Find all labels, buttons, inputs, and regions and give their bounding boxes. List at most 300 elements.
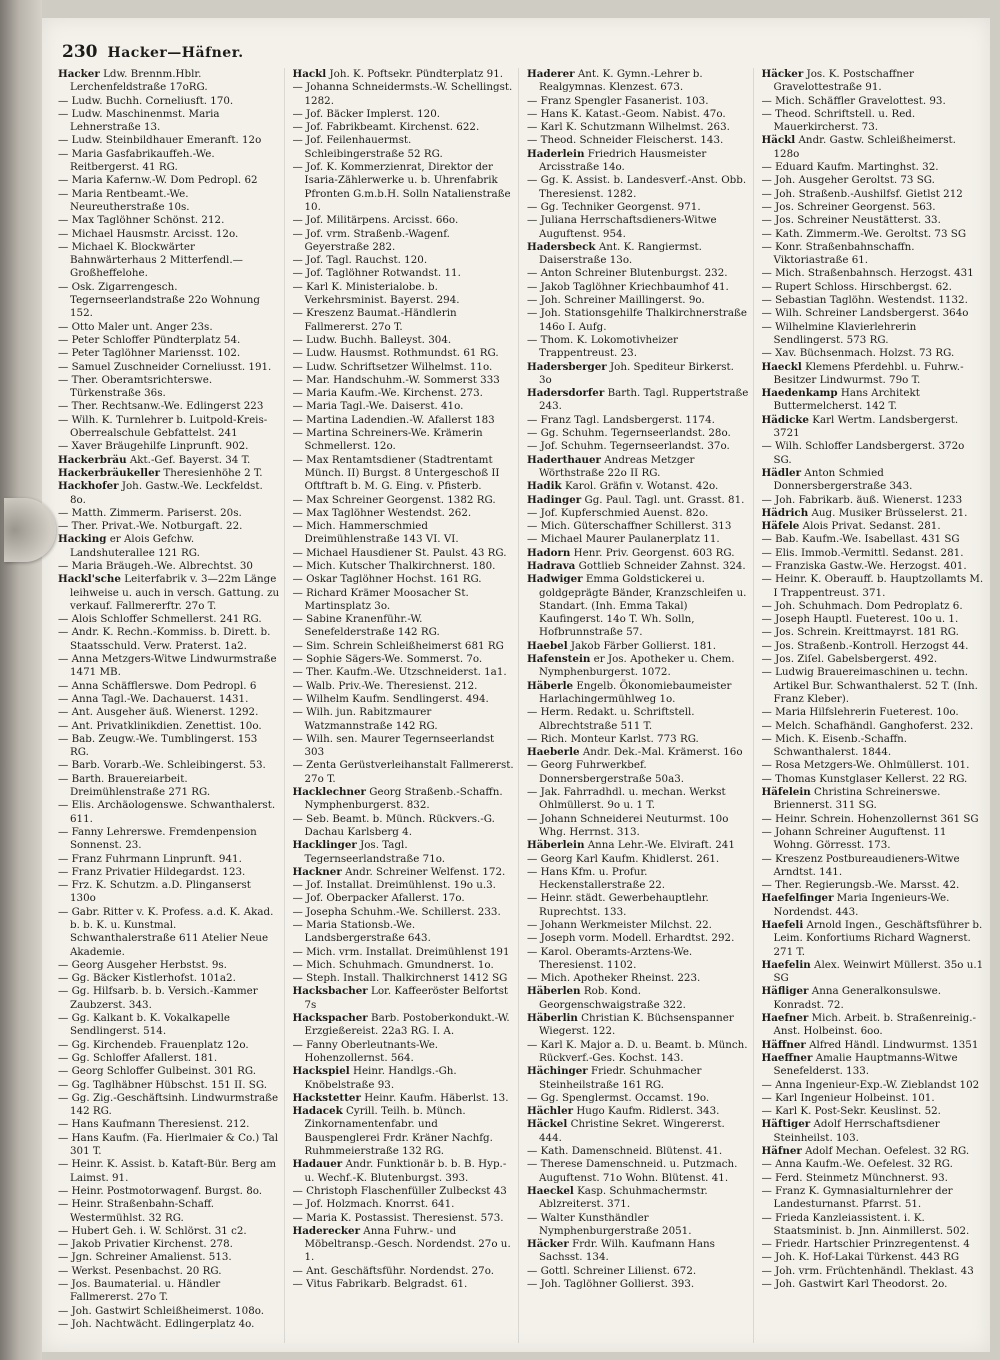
entry-text: Andreas Metzger Wörthstraße 22o II RG.: [539, 453, 695, 479]
directory-entry: [293, 387, 515, 400]
directory-entry: [58, 95, 280, 108]
directory-entry: [58, 972, 280, 985]
entry-surname: Hadwiger: [527, 573, 583, 586]
entry-text: Karl Ingenieur Holbeinst. 101.: [775, 1091, 935, 1104]
entry-text: Frieda Kanzleiassistent. i. K. Staatsminist. b. Jnn. Ainmillerst. 502.: [773, 1211, 970, 1237]
directory-entry: [58, 241, 280, 281]
directory-entry: [58, 68, 280, 95]
directory-entry: [527, 1278, 749, 1291]
directory-entry: [58, 1238, 280, 1251]
entry-text: Theod. Schriftstell. u. Red. Mauerkircherst. 73.: [773, 107, 916, 134]
directory-entry: [527, 68, 749, 95]
entry-text: Hans K. Katast.-Geom. Nabist. 47o.: [540, 107, 726, 120]
directory-entry: [762, 174, 985, 187]
entry-text: Johann Werkmeister Milchst. 22.: [540, 919, 712, 931]
entry-text: Kreszenz Baumat.-Händlerin Fallmererst. 27o T.: [304, 307, 457, 333]
directory-entry: [58, 1158, 280, 1185]
entry-text: Mich. vrm. Installat. Dreimühlenst 191: [306, 945, 510, 958]
entry-surname: Häckl: [761, 134, 796, 147]
entry-text: Theresienhöhe 2 T.: [163, 466, 263, 479]
entry-text: Maria Kafernw.-W. Dom Pedropl. 62: [71, 174, 258, 187]
directory-entry: [762, 228, 985, 241]
directory-entry: [58, 1318, 280, 1331]
entry-text: Jof. Fabrikbeamt. Kirchenst. 622.: [306, 121, 480, 134]
directory-entry: [762, 573, 985, 600]
entry-surname: Hadinger: [527, 493, 582, 506]
directory-entry: [527, 547, 749, 560]
directory-entry: [762, 201, 985, 214]
directory-entry: [762, 1092, 985, 1105]
entry-text: Joh. vrm. Früchtenhändl. Theklast. 43: [775, 1264, 974, 1277]
directory-entry: [762, 108, 985, 135]
entry-surname: Hächler: [527, 1105, 574, 1118]
directory-entry: [527, 1065, 749, 1092]
entry-text: Elis. Archäologenswe. Schwanthalerst. 611.: [70, 799, 276, 825]
entry-text: Michael Hausmstr. Arcisst. 12o.: [71, 227, 239, 240]
directory-entry: [527, 1158, 749, 1185]
directory-entry: [527, 108, 749, 121]
entry-surname: Haefeli: [761, 919, 804, 931]
directory-entry: [762, 440, 985, 467]
directory-entry: [58, 467, 280, 480]
entry-text: Rosa Metzgers-We. Ohlmüllerst. 101.: [775, 759, 970, 772]
entry-text: Eduard Kaufm. Martinghst. 32.: [775, 161, 939, 174]
entry-surname: Hackstetter: [292, 1091, 361, 1104]
entry-text: Jakob Färber Gollierst. 181.: [570, 639, 717, 652]
directory-entry: [527, 267, 749, 280]
entry-text: Ant. K. Gymn.-Lehrer b. Realgymnas. Klenzest. 673.: [539, 68, 703, 94]
directory-entry: [293, 414, 515, 427]
directory-entry: [58, 414, 280, 441]
entry-surname: Häfelein: [761, 786, 811, 799]
entry-text: Andr. K. Rechn.-Kommiss. b. Dirett. b. Staatsschuld. Verw. Praterst. 1a2.: [70, 626, 271, 652]
directory-entry: [527, 866, 749, 893]
directory-entry: [762, 161, 985, 174]
directory-entry: [527, 414, 749, 427]
directory-entry: [762, 1145, 985, 1158]
directory-entry: [762, 1172, 985, 1185]
entry-surname: Haderthauer: [527, 453, 601, 466]
directory-entry: [527, 454, 749, 481]
entry-text: Gg. Kalkant b. K. Vokalkapelle Sendlingerst. 514.: [70, 1012, 230, 1038]
entry-surname: Hädicke: [761, 413, 809, 426]
entry-text: Anna Lehr.-We. Elviraft. 241: [587, 839, 735, 852]
entry-text: Ferd. Steinmetz Münchnerst. 93.: [775, 1171, 948, 1184]
directory-entry: [527, 985, 749, 1012]
directory-entry: [762, 507, 985, 520]
entry-text: Christian K. Büchsenspanner Wiegerst. 122.: [539, 1012, 734, 1038]
entry-text: Jos. K. Postschaffner Gravelottestraße 91.: [773, 68, 914, 94]
entry-text: Franz Fuhrmann Linprunft. 941.: [71, 852, 242, 865]
directory-entry: [762, 1052, 985, 1079]
entry-text: Joh. Spediteur Birkerst. 3o: [539, 360, 734, 386]
directory-entry: [527, 746, 749, 759]
entry-text: Ludw. Maschinenmst. Maria Lehnerstraße 13.: [70, 107, 220, 134]
directory-entry: [293, 161, 515, 214]
entry-text: Barb. Postoberkondukt.-W. Erzgießereist. 22a3 RG. I. A.: [304, 1012, 510, 1038]
directory-entry: [293, 1185, 515, 1198]
entry-text: Barth. Brauereiarbeit. Dreimühlenstraße 271 RG.: [70, 772, 211, 799]
entry-surname: Hädrich: [761, 506, 809, 519]
directory-entry: [527, 281, 749, 294]
entry-surname: Häfner: [761, 1145, 802, 1158]
entry-surname: Häfele: [761, 520, 800, 533]
directory-entry: [762, 786, 985, 813]
entry-text: Jof. Kupferschmied Auenst. 82o.: [540, 506, 709, 519]
directory-entry: [762, 959, 985, 986]
directory-entry: [293, 733, 515, 760]
directory-entry: [762, 1265, 985, 1278]
entry-text: Adolf Herrschaftsdiener Steinheilst. 103.: [773, 1118, 940, 1144]
directory-entry: [58, 626, 280, 653]
entry-text: Jos. Straßenb.-Kontroll. Herzogst 44.: [775, 639, 969, 652]
directory-entry: [762, 1278, 985, 1291]
entry-surname: Hackspiel: [292, 1065, 350, 1078]
directory-entry: [293, 879, 515, 892]
directory-entry: [762, 759, 985, 772]
entry-text: Cyrill. Teilh. b. Münch. Zinkornamentenfabr. und Bauspenglerei Frdr. Kräner Nachfg. Ruhmmeierstraße 132 RG.: [304, 1105, 493, 1158]
entry-text: Wilhelmine Klavierlehrerin Sendlingerst. 573 RG.: [773, 320, 917, 346]
directory-entry: [293, 919, 515, 946]
directory-entry: [527, 427, 749, 440]
directory-entry: [293, 1039, 515, 1066]
directory-entry: [293, 786, 515, 813]
directory-entry: [762, 919, 985, 959]
entry-text: Sebastian Taglöhn. Westendst. 1132.: [775, 294, 968, 307]
directory-entry: [58, 879, 280, 906]
entry-text: Wilh. sen. Maurer Tegernseerlandst 303: [304, 732, 495, 759]
entry-text: Jgn. Schreiner Amalienst. 513.: [71, 1251, 232, 1264]
directory-entry: [293, 347, 515, 360]
directory-entry: [762, 1118, 985, 1145]
directory-entry: [762, 387, 985, 414]
entry-text: Heinr. K. Assist. b. Kataft-Bür. Berg am Laimst. 91.: [70, 1158, 276, 1184]
directory-entry: [58, 148, 280, 175]
directory-entry: [762, 214, 985, 227]
entry-text: Thomas Kunstglaser Kellerst. 22 RG.: [775, 772, 968, 785]
directory-entry: [58, 334, 280, 347]
entry-surname: Hacking: [58, 533, 107, 546]
page-range-title: Hacker—Häfner.: [107, 45, 244, 61]
directory-entry: [762, 1185, 985, 1212]
entry-surname: Hadersbeck: [527, 240, 596, 253]
directory-entry: [527, 972, 749, 985]
entry-text: Anton Schmied Donnersbergerstraße 343.: [773, 466, 913, 493]
directory-entry: [762, 773, 985, 786]
entry-text: Heinr. Straßenbahn-Schaff. Westermühlst. 32 RG.: [70, 1198, 215, 1224]
entry-text: Karl Wertm. Landsbergerst. 3721: [773, 413, 959, 440]
directory-entry: [527, 507, 749, 520]
directory-entry: [293, 946, 515, 959]
directory-entry: [527, 533, 749, 546]
directory-entry: [58, 361, 280, 374]
directory-entry: [58, 706, 280, 719]
entry-surname: Hadersdorfer: [527, 387, 605, 400]
directory-entry: [58, 174, 280, 187]
entry-text: Maria Hilfslehrerin Fueterest. 10o.: [775, 706, 959, 719]
entry-text: Christina Schreinerswe. Briennerst. 311 SG.: [773, 786, 941, 812]
directory-entry: [762, 267, 985, 280]
directory-entry: [58, 1225, 280, 1238]
directory-entry: [762, 853, 985, 880]
entry-text: Gg. K. Assist. b. Landesverf.-Anst. Obb. Theresienst. 1282.: [539, 174, 747, 200]
directory-entry: [293, 334, 515, 347]
entry-text: Anna Ingenieur-Exp.-W. Zieblandst 102: [775, 1078, 980, 1091]
entry-text: Barb. Vorarb.-We. Schleibingerst. 53.: [71, 759, 266, 772]
directory-entry: [762, 494, 985, 507]
page-header: [62, 42, 244, 68]
directory-entry: [293, 228, 515, 255]
entry-text: Heinr. städt. Gewerbehauptlehr. Ruprechtst. 133.: [539, 892, 709, 918]
entry-text: Frz. K. Schutzm. a.D. Plinganserst 130o: [70, 879, 251, 905]
directory-entry: [527, 786, 749, 813]
directory-entry: [527, 387, 749, 414]
entry-text: Max Taglöhner Westendst. 262.: [306, 506, 472, 519]
entry-text: Klemens Pferdehbl. u. Fuhrw.-Besitzer Lindwurmst. 79o T.: [773, 360, 964, 386]
entry-text: Thom. K. Lokomotivheizer Trappentreust. 23.: [539, 333, 678, 360]
entry-text: Melch. Schafhändl. Ganghoferst. 232.: [775, 719, 974, 732]
entry-text: Joh. Schuhmach. Dom Pedroplatz 6.: [775, 599, 963, 612]
entry-text: Friedr. Schuhmacher Steinheilstraße 161 RG.: [539, 1065, 702, 1091]
directory-entry: [58, 1118, 280, 1131]
entry-surname: Haefelfinger: [761, 892, 834, 905]
directory-entry: [762, 1039, 985, 1052]
directory-entry: [58, 680, 280, 693]
entry-text: Ther. Kaufm.-We. Utzschneiderst. 1a1.: [306, 666, 507, 679]
directory-entry: [527, 307, 749, 334]
directory-entry: [58, 826, 280, 853]
directory-entry: [527, 1265, 749, 1278]
directory-entry: [58, 853, 280, 866]
directory-entry: [762, 188, 985, 201]
entry-text: Matth. Zimmerm. Pariserst. 20s.: [71, 506, 242, 519]
directory-entry: [293, 374, 515, 387]
directory-entry: [527, 1092, 749, 1105]
entry-surname: Hackl: [292, 68, 327, 80]
directory-entry: [293, 985, 515, 1012]
entry-text: Samuel Zuschneider Corneliusst. 191.: [71, 360, 272, 373]
directory-entry: [293, 1012, 515, 1039]
entry-text: Ant. Privatklinikdien. Zenettist. 10o.: [71, 719, 262, 732]
entry-surname: Hadacek: [292, 1105, 343, 1118]
entry-text: Oskar Taglöhner Hochst. 161 RG.: [306, 573, 482, 586]
entry-text: Gg. Hilfsarb. b. b. Versich.-Kammer Zaubzerst. 343.: [70, 985, 258, 1011]
directory-entry: [293, 494, 515, 507]
directory-entry: [762, 414, 985, 441]
entry-text: Mich. Schäffler Gravelottest. 93.: [775, 94, 946, 107]
entry-surname: Hadik: [527, 480, 562, 493]
entry-text: Mich. Straßenbahnsch. Herzogst. 431: [775, 267, 974, 280]
directory-entry: [58, 613, 280, 626]
entry-text: Amalie Hauptmanns-Witwe Senefelderst. 133.: [773, 1051, 958, 1078]
directory-entry: [762, 879, 985, 892]
directory-entry: [58, 507, 280, 520]
directory-entry: [293, 1105, 515, 1158]
entry-text: Hans Kaufmann Theresienst. 212.: [71, 1118, 250, 1131]
entry-text: Heinr. Handlgs.-Gh. Knöbelstraße 93.: [304, 1065, 457, 1091]
entry-surname: Hackerbräukeller: [58, 466, 161, 479]
entry-text: Maria Ingenieurs-We. Nordendst. 443.: [773, 892, 950, 918]
directory-entry: [762, 1212, 985, 1239]
entry-surname: Hädler: [761, 466, 801, 479]
entry-text: Michael Maurer Paulanerplatz 11.: [540, 533, 720, 546]
entry-text: Seb. Beamt. b. Münch. Rückvers.-G. Dachau Karlsberg 4.: [304, 812, 495, 838]
directory-entry: [762, 640, 985, 653]
directory-entry: [58, 1079, 280, 1092]
directory-entry: [527, 1185, 749, 1212]
entry-text: Christoph Flaschenfüller Zulbeckst 43: [306, 1184, 507, 1197]
directory-entry: [293, 839, 515, 866]
directory-entry: [527, 946, 749, 973]
entry-text: Joh. Taglöhner Gollierst. 393.: [540, 1278, 695, 1291]
entry-surname: Haeberle: [527, 746, 580, 759]
directory-entry: [527, 573, 749, 639]
entry-surname: Hackner: [292, 865, 342, 878]
entry-text: Maria Bräugeh.-We. Albrechtst. 30: [71, 559, 253, 572]
entry-text: Fanny Oberleutnants-We. Hohenzollernst. 564.: [304, 1038, 439, 1064]
directory-entry: [58, 560, 280, 573]
entry-text: Ludw. Hausmst. Rothmundst. 61 RG.: [306, 347, 499, 360]
directory-entry: [762, 134, 985, 161]
entry-surname: Haebel: [527, 639, 568, 652]
directory-entry: [58, 228, 280, 241]
entry-text: Hugo Kaufm. Ridlerst. 343.: [576, 1105, 720, 1118]
directory-entry: [527, 201, 749, 214]
entry-text: er Jos. Apotheker u. Chem. Nymphenburgerst. 1072.: [539, 653, 735, 679]
directory-entry: [293, 507, 515, 520]
directory-entry: [527, 759, 749, 786]
directory-entry: [762, 361, 985, 388]
entry-surname: Haeffner: [761, 1051, 813, 1064]
page-number: 230: [62, 42, 98, 62]
entry-surname: Häberlen: [527, 985, 581, 998]
entry-text: Gg. Zig.-Geschäftsinh. Lindwurmstraße 142 RG.: [70, 1091, 279, 1118]
entry-text: Friedrich Hausmeister Arcisstraße 14o.: [539, 147, 707, 174]
entry-surname: Hächinger: [527, 1065, 588, 1078]
entry-text: Ther. Regierungsb.-We. Marsst. 42.: [775, 879, 960, 892]
directory-entry: [293, 427, 515, 454]
directory-entry: [58, 693, 280, 706]
entry-surname: Hadauer: [292, 1158, 343, 1171]
directory-entry: [293, 281, 515, 308]
entry-text: Heinr. K. Oberauff. b. Hauptzollamts M. I Trappentreust. 371.: [773, 573, 984, 599]
entry-text: Jof. Feilenhauermst. Schleibingerstraße 52 RG.: [304, 134, 443, 160]
directory-entry: [762, 626, 985, 639]
directory-column-1: [58, 68, 285, 1343]
entry-text: Xav. Büchsenmach. Holzst. 73 RG.: [775, 347, 955, 360]
directory-entry: [293, 560, 515, 573]
entry-text: Theod. Schneider Fleischerst. 143.: [540, 134, 724, 147]
entry-text: Joh. Straßenb.-Aushilfsf. Gietlst 212: [775, 187, 963, 200]
entry-text: Mich. Güterschaffner Schillerst. 313: [540, 520, 732, 533]
entry-text: Herm. Redakt. u. Schriftstell. Albrechtstraße 511 T.: [539, 706, 695, 732]
entry-text: Werkst. Pesenbachst. 20 RG.: [71, 1264, 222, 1277]
directory-entry: [762, 281, 985, 294]
entry-text: Martina Schreiners-We. Krämerin Schmellerst. 12o.: [304, 427, 483, 453]
directory-entry: [293, 959, 515, 972]
entry-text: Bab. Kaufm.-We. Isabellast. 431 SG: [775, 533, 960, 546]
entry-text: Steph. Install. Thalkirchnerst 1412 SG: [306, 972, 508, 985]
entry-surname: Häckel: [527, 1118, 568, 1131]
directory-entry: [762, 1079, 985, 1092]
entry-text: Sim. Schrein Schleißheimerst 681 RG: [306, 639, 504, 652]
directory-entry: [293, 1225, 515, 1265]
entry-text: Mich. Hammerschmied Dreimühlenstraße 143 VI. VI.: [304, 520, 459, 546]
directory-entry: [58, 520, 280, 533]
entry-text: Gg. Spenglermst. Occamst. 19o.: [540, 1091, 710, 1104]
entry-text: Adolf Mechan. Oefelest. 32 RG.: [805, 1145, 970, 1158]
directory-entry: [293, 1265, 515, 1278]
directory-entry: [527, 1212, 749, 1239]
entry-text: Joh. Gastwirt Karl Theodorst. 2o.: [775, 1278, 948, 1291]
entry-text: Anna Schäfflerswe. Dom Pedropl. 6: [71, 679, 257, 692]
entry-text: Joh. Ausgeher Geroltst. 73 SG.: [775, 174, 935, 187]
entry-text: Michael Hausdiener St. Paulst. 43 RG.: [306, 546, 507, 559]
directory-entry: [527, 653, 749, 680]
directory-entry: [762, 241, 985, 268]
directory-entry: [527, 174, 749, 201]
entry-text: Frdr. Wilh. Kaufmann Hans Sachsst. 134.: [539, 1238, 715, 1264]
directory-entry: [293, 134, 515, 161]
entry-surname: Hackhofer: [58, 480, 119, 493]
entry-surname: Haefner: [761, 1012, 809, 1025]
directory-entry: [58, 959, 280, 972]
directory-entry: [293, 693, 515, 706]
entry-text: Jos. Tagl. Tegernseerlandstraße 71o.: [304, 839, 446, 865]
entry-text: Christine Sekret. Wingererst. 444.: [539, 1118, 725, 1144]
directory-entry: [293, 666, 515, 679]
entry-text: Max Rentamtsdiener (Stadtrentamt Münch. II) Burgst. 8 Untergeschoß II Oftftraft b. M. G. Eing. v. Pfisterb.: [304, 453, 500, 493]
entry-text: Georg Karl Kaufm. Khidlerst. 261.: [540, 852, 720, 865]
entry-text: Konr. Straßenbahnschaffn. Viktoriastraße 61.: [773, 240, 915, 267]
directory-entry: [293, 972, 515, 985]
entry-text: Michael K. Blockwärter Bahnwärterhaus 2 Mitterfendl.—Großheffelohe.: [70, 240, 243, 280]
entry-text: Andr. Dek.-Mal. Krämerst. 16o: [582, 746, 743, 759]
entry-text: Mich. Arbeit. b. Straßenreinig.-Anst. Holbeinst. 6oo.: [773, 1012, 977, 1038]
directory-entry: [58, 1278, 280, 1305]
entry-text: Jof. Holzmach. Knorrst. 641.: [306, 1198, 455, 1211]
directory-entry: [293, 1065, 515, 1092]
directory-entry: [527, 361, 749, 388]
directory-entry: [58, 720, 280, 733]
directory-entry: [527, 640, 749, 653]
directory-entry: [762, 1158, 985, 1171]
directory-entry: [762, 666, 985, 706]
directory-entry: [293, 573, 515, 586]
directory-entry: [58, 866, 280, 879]
entry-surname: Hacklinger: [292, 839, 357, 852]
entry-text: Franz Spengler Fasanerist. 103.: [540, 94, 709, 107]
directory-entry: [293, 108, 515, 121]
directory-page: [42, 18, 990, 1352]
directory-entry: [58, 1265, 280, 1278]
directory-entry: [527, 1012, 749, 1039]
entry-text: Ldw. Brennm.Hblr. Lerchenfeldstraße 17oRG.: [70, 68, 208, 94]
entry-text: Anna Fuhrw.- und Möbeltransp.-Gesch. Nordendst. 27o u. 1.: [304, 1224, 511, 1264]
entry-text: Bab. Zeugw.-We. Tumblingerst. 153 RG.: [70, 732, 258, 759]
directory-entry: [527, 494, 749, 507]
directory-entry: [293, 400, 515, 413]
entry-text: Andr. Schreiner Welfenst. 172.: [345, 865, 506, 878]
entry-text: Hubert Geh. i. W. Schlörst. 31 c2.: [71, 1224, 247, 1237]
entry-text: Richard Krämer Moosacher St. Martinsplatz 3o.: [304, 586, 469, 612]
directory-entry: [293, 892, 515, 905]
entry-text: Jof. Oberpacker Afallerst. 17o.: [306, 892, 465, 905]
entry-text: Heinr. Schrein. Hohenzollernst 361 SG: [775, 812, 979, 825]
book-gutter: [0, 0, 42, 1360]
entry-text: Kath. Damenschneid. Blütenst. 41.: [540, 1145, 723, 1158]
directory-entry: [293, 547, 515, 560]
